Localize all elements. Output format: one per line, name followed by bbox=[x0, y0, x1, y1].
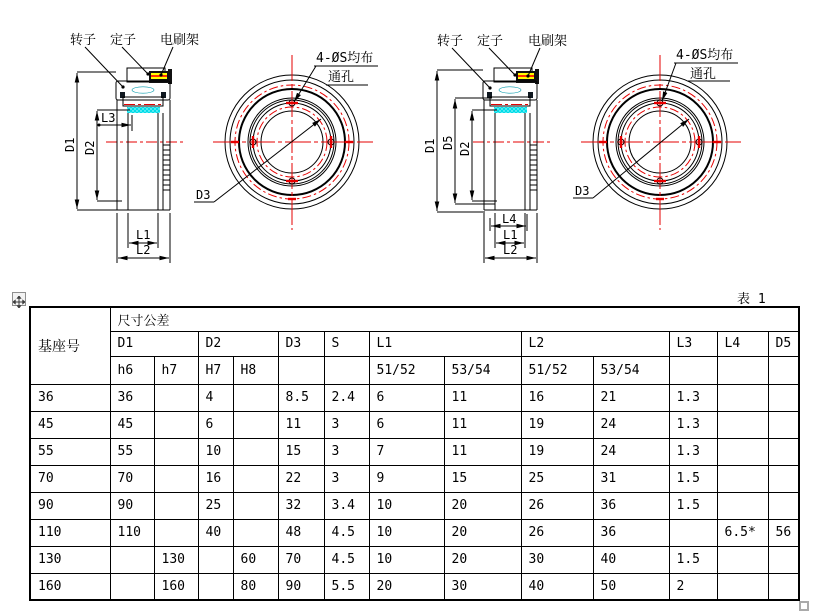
table-cell bbox=[233, 519, 278, 546]
table-cell: 3.4 bbox=[324, 492, 369, 519]
cell-base-number: 90 bbox=[30, 492, 110, 519]
header-sub: 51/52 bbox=[521, 356, 593, 384]
table-cell: 20 bbox=[444, 519, 521, 546]
technical-drawing bbox=[0, 0, 824, 300]
svg-text:L1: L1 bbox=[503, 228, 518, 242]
table-row bbox=[30, 519, 799, 546]
svg-text:L2: L2 bbox=[136, 243, 151, 257]
svg-text:通孔: 通孔 bbox=[328, 70, 355, 85]
header-sub: 51/52 bbox=[369, 356, 444, 384]
svg-text:D2: D2 bbox=[458, 141, 472, 156]
rotor-label: 转子 bbox=[437, 34, 464, 49]
table-cell: 70 bbox=[110, 465, 154, 492]
table-cell: 160 bbox=[154, 573, 198, 600]
svg-text:D1: D1 bbox=[423, 138, 437, 153]
header-sub bbox=[278, 356, 324, 384]
table-cell: 32 bbox=[278, 492, 324, 519]
table-cell: 48 bbox=[278, 519, 324, 546]
header-group: L4 bbox=[717, 331, 768, 356]
table-cell: 30 bbox=[521, 546, 593, 573]
cell-base-number: 110 bbox=[30, 519, 110, 546]
table-cell: 55 bbox=[110, 438, 154, 465]
svg-text:L4: L4 bbox=[502, 212, 517, 226]
table-cell: 70 bbox=[278, 546, 324, 573]
table-cell bbox=[154, 519, 198, 546]
svg-text:D3: D3 bbox=[575, 184, 590, 198]
table-cell bbox=[154, 492, 198, 519]
table-cell: 9 bbox=[369, 465, 444, 492]
table-cell: 20 bbox=[444, 492, 521, 519]
cell-base-number: 55 bbox=[30, 438, 110, 465]
table-cell bbox=[717, 465, 768, 492]
svg-text:D5: D5 bbox=[441, 135, 455, 150]
table-cell: 40 bbox=[521, 573, 593, 600]
header-sub bbox=[717, 356, 768, 384]
header-sub: h7 bbox=[154, 356, 198, 384]
table-cell bbox=[233, 384, 278, 411]
stator-label: 定子 bbox=[110, 33, 137, 48]
table-cell: 60 bbox=[233, 546, 278, 573]
table-cell bbox=[768, 546, 799, 573]
header-group: D2 bbox=[198, 331, 278, 356]
table-cell: 24 bbox=[593, 438, 669, 465]
cell-base-number: 130 bbox=[30, 546, 110, 573]
table-cell: 1.5 bbox=[669, 465, 717, 492]
header-group: L1 bbox=[369, 331, 521, 356]
table-cell bbox=[198, 546, 233, 573]
table-cell bbox=[233, 438, 278, 465]
move-icon bbox=[13, 296, 25, 308]
svg-text:D2: D2 bbox=[83, 140, 97, 155]
table-cell: 25 bbox=[198, 492, 233, 519]
table-cell: 36 bbox=[593, 492, 669, 519]
table-row bbox=[30, 384, 799, 411]
table-cell bbox=[768, 492, 799, 519]
assembly-1-side-view bbox=[63, 32, 199, 263]
table-cell: 1.3 bbox=[669, 411, 717, 438]
table-cell bbox=[154, 411, 198, 438]
table-cell: 90 bbox=[110, 492, 154, 519]
header-group: L3 bbox=[669, 331, 717, 356]
table-cell bbox=[110, 546, 154, 573]
table-cell bbox=[154, 465, 198, 492]
table-cell: 4 bbox=[198, 384, 233, 411]
cell-base-number: 36 bbox=[30, 384, 110, 411]
table-row bbox=[30, 438, 799, 465]
table-cell: 26 bbox=[521, 519, 593, 546]
svg-text:通孔: 通孔 bbox=[690, 67, 717, 82]
table-resize-handle[interactable] bbox=[799, 601, 809, 611]
header-group: D3 bbox=[278, 331, 324, 356]
header-sub: H7 bbox=[198, 356, 233, 384]
header-group: S bbox=[324, 331, 369, 356]
table-cell: 15 bbox=[278, 438, 324, 465]
table-row bbox=[30, 573, 799, 600]
table-cell: 19 bbox=[521, 438, 593, 465]
stator-label: 定子 bbox=[477, 34, 504, 49]
header-sub bbox=[768, 356, 799, 384]
table-cell bbox=[717, 384, 768, 411]
table-cell bbox=[669, 519, 717, 546]
table-cell: 1.5 bbox=[669, 492, 717, 519]
table-cell: 130 bbox=[154, 546, 198, 573]
assembly-2-front-view bbox=[573, 48, 741, 230]
dim-d2 bbox=[458, 110, 497, 201]
table-cell: 1.3 bbox=[669, 438, 717, 465]
table-move-handle[interactable] bbox=[12, 292, 26, 306]
table-cell: 80 bbox=[233, 573, 278, 600]
table-cell: 6.5* bbox=[717, 519, 768, 546]
svg-text:4-ØS均布: 4-ØS均布 bbox=[316, 51, 374, 66]
header-sub: 53/54 bbox=[444, 356, 521, 384]
table-cell: 24 bbox=[593, 411, 669, 438]
header-base-number: 基座号 bbox=[30, 307, 110, 384]
table-cell: 36 bbox=[593, 519, 669, 546]
header-sub: 53/54 bbox=[593, 356, 669, 384]
table-cell bbox=[768, 573, 799, 600]
cell-base-number: 70 bbox=[30, 465, 110, 492]
table-cell: 10 bbox=[369, 519, 444, 546]
dim-l3 bbox=[98, 111, 133, 131]
header-sub: H8 bbox=[233, 356, 278, 384]
header-group: L2 bbox=[521, 331, 669, 356]
assembly-2-side-view bbox=[423, 33, 567, 263]
table-cell: 110 bbox=[110, 519, 154, 546]
table-cell bbox=[717, 492, 768, 519]
table-cell: 56 bbox=[768, 519, 799, 546]
table-cell bbox=[233, 465, 278, 492]
table-cell: 3 bbox=[324, 411, 369, 438]
table-row bbox=[30, 465, 799, 492]
table-cell: 22 bbox=[278, 465, 324, 492]
svg-text:L2: L2 bbox=[503, 243, 518, 257]
table-cell: 11 bbox=[444, 384, 521, 411]
header-group: D1 bbox=[110, 331, 198, 356]
table-cell: 3 bbox=[324, 465, 369, 492]
table-cell: 2 bbox=[669, 573, 717, 600]
svg-text:D1: D1 bbox=[63, 137, 77, 152]
svg-text:D3: D3 bbox=[196, 188, 211, 202]
table-cell bbox=[717, 573, 768, 600]
table-cell: 5.5 bbox=[324, 573, 369, 600]
table-cell: 2.4 bbox=[324, 384, 369, 411]
table-cell: 50 bbox=[593, 573, 669, 600]
table-cell: 20 bbox=[444, 546, 521, 573]
table-cell: 40 bbox=[593, 546, 669, 573]
cell-base-number: 160 bbox=[30, 573, 110, 600]
table-cell: 30 bbox=[444, 573, 521, 600]
table-cell: 90 bbox=[278, 573, 324, 600]
table-cell bbox=[768, 438, 799, 465]
svg-text:L3: L3 bbox=[101, 111, 116, 125]
table-cell bbox=[768, 384, 799, 411]
table-cell bbox=[198, 573, 233, 600]
table-cell: 15 bbox=[444, 465, 521, 492]
header-group: D5 bbox=[768, 331, 799, 356]
table-cell bbox=[110, 573, 154, 600]
header-sub: h6 bbox=[110, 356, 154, 384]
table-cell: 10 bbox=[369, 492, 444, 519]
table-cell: 36 bbox=[110, 384, 154, 411]
table-cell: 26 bbox=[521, 492, 593, 519]
svg-text:L1: L1 bbox=[136, 228, 151, 242]
table-cell: 6 bbox=[369, 411, 444, 438]
table-cell: 1.3 bbox=[669, 384, 717, 411]
table-cell: 11 bbox=[444, 411, 521, 438]
table-cell bbox=[717, 411, 768, 438]
table-cell: 6 bbox=[198, 411, 233, 438]
table-cell: 6 bbox=[369, 384, 444, 411]
table-cell: 21 bbox=[593, 384, 669, 411]
header-sub bbox=[324, 356, 369, 384]
header-tolerance: 尺寸公差 bbox=[110, 307, 799, 331]
table-cell: 1.5 bbox=[669, 546, 717, 573]
cell-base-number: 45 bbox=[30, 411, 110, 438]
brush-holder-label: 电刷架 bbox=[528, 34, 568, 49]
table-cell: 40 bbox=[198, 519, 233, 546]
table-cell: 3 bbox=[324, 438, 369, 465]
table-cell: 25 bbox=[521, 465, 593, 492]
table-cell: 7 bbox=[369, 438, 444, 465]
table-cell: 11 bbox=[444, 438, 521, 465]
svg-text:4-ØS均布: 4-ØS均布 bbox=[676, 48, 734, 63]
table-cell: 45 bbox=[110, 411, 154, 438]
dimension-table bbox=[29, 306, 800, 601]
table-row bbox=[30, 546, 799, 573]
holes-callout bbox=[662, 48, 738, 101]
table-caption: 表 1 bbox=[737, 292, 766, 307]
table-cell bbox=[154, 438, 198, 465]
table-cell bbox=[717, 438, 768, 465]
table-cell: 20 bbox=[369, 573, 444, 600]
table-cell: 11 bbox=[278, 411, 324, 438]
table-cell bbox=[233, 411, 278, 438]
rotor-label: 转子 bbox=[70, 33, 97, 48]
brush-holder-label: 电刷架 bbox=[160, 33, 200, 48]
table-cell: 10 bbox=[198, 438, 233, 465]
table-cell bbox=[768, 465, 799, 492]
table-cell bbox=[154, 384, 198, 411]
table-cell: 16 bbox=[521, 384, 593, 411]
table-cell bbox=[233, 492, 278, 519]
table-cell bbox=[717, 546, 768, 573]
table-cell: 10 bbox=[369, 546, 444, 573]
table-cell: 16 bbox=[198, 465, 233, 492]
assembly-1-front-view bbox=[194, 51, 378, 230]
table-cell bbox=[768, 411, 799, 438]
table-cell: 19 bbox=[521, 411, 593, 438]
table-row bbox=[30, 492, 799, 519]
table-row bbox=[30, 411, 799, 438]
table-cell: 31 bbox=[593, 465, 669, 492]
table-cell: 4.5 bbox=[324, 546, 369, 573]
table-cell: 8.5 bbox=[278, 384, 324, 411]
header-sub bbox=[669, 356, 717, 384]
table-cell: 4.5 bbox=[324, 519, 369, 546]
